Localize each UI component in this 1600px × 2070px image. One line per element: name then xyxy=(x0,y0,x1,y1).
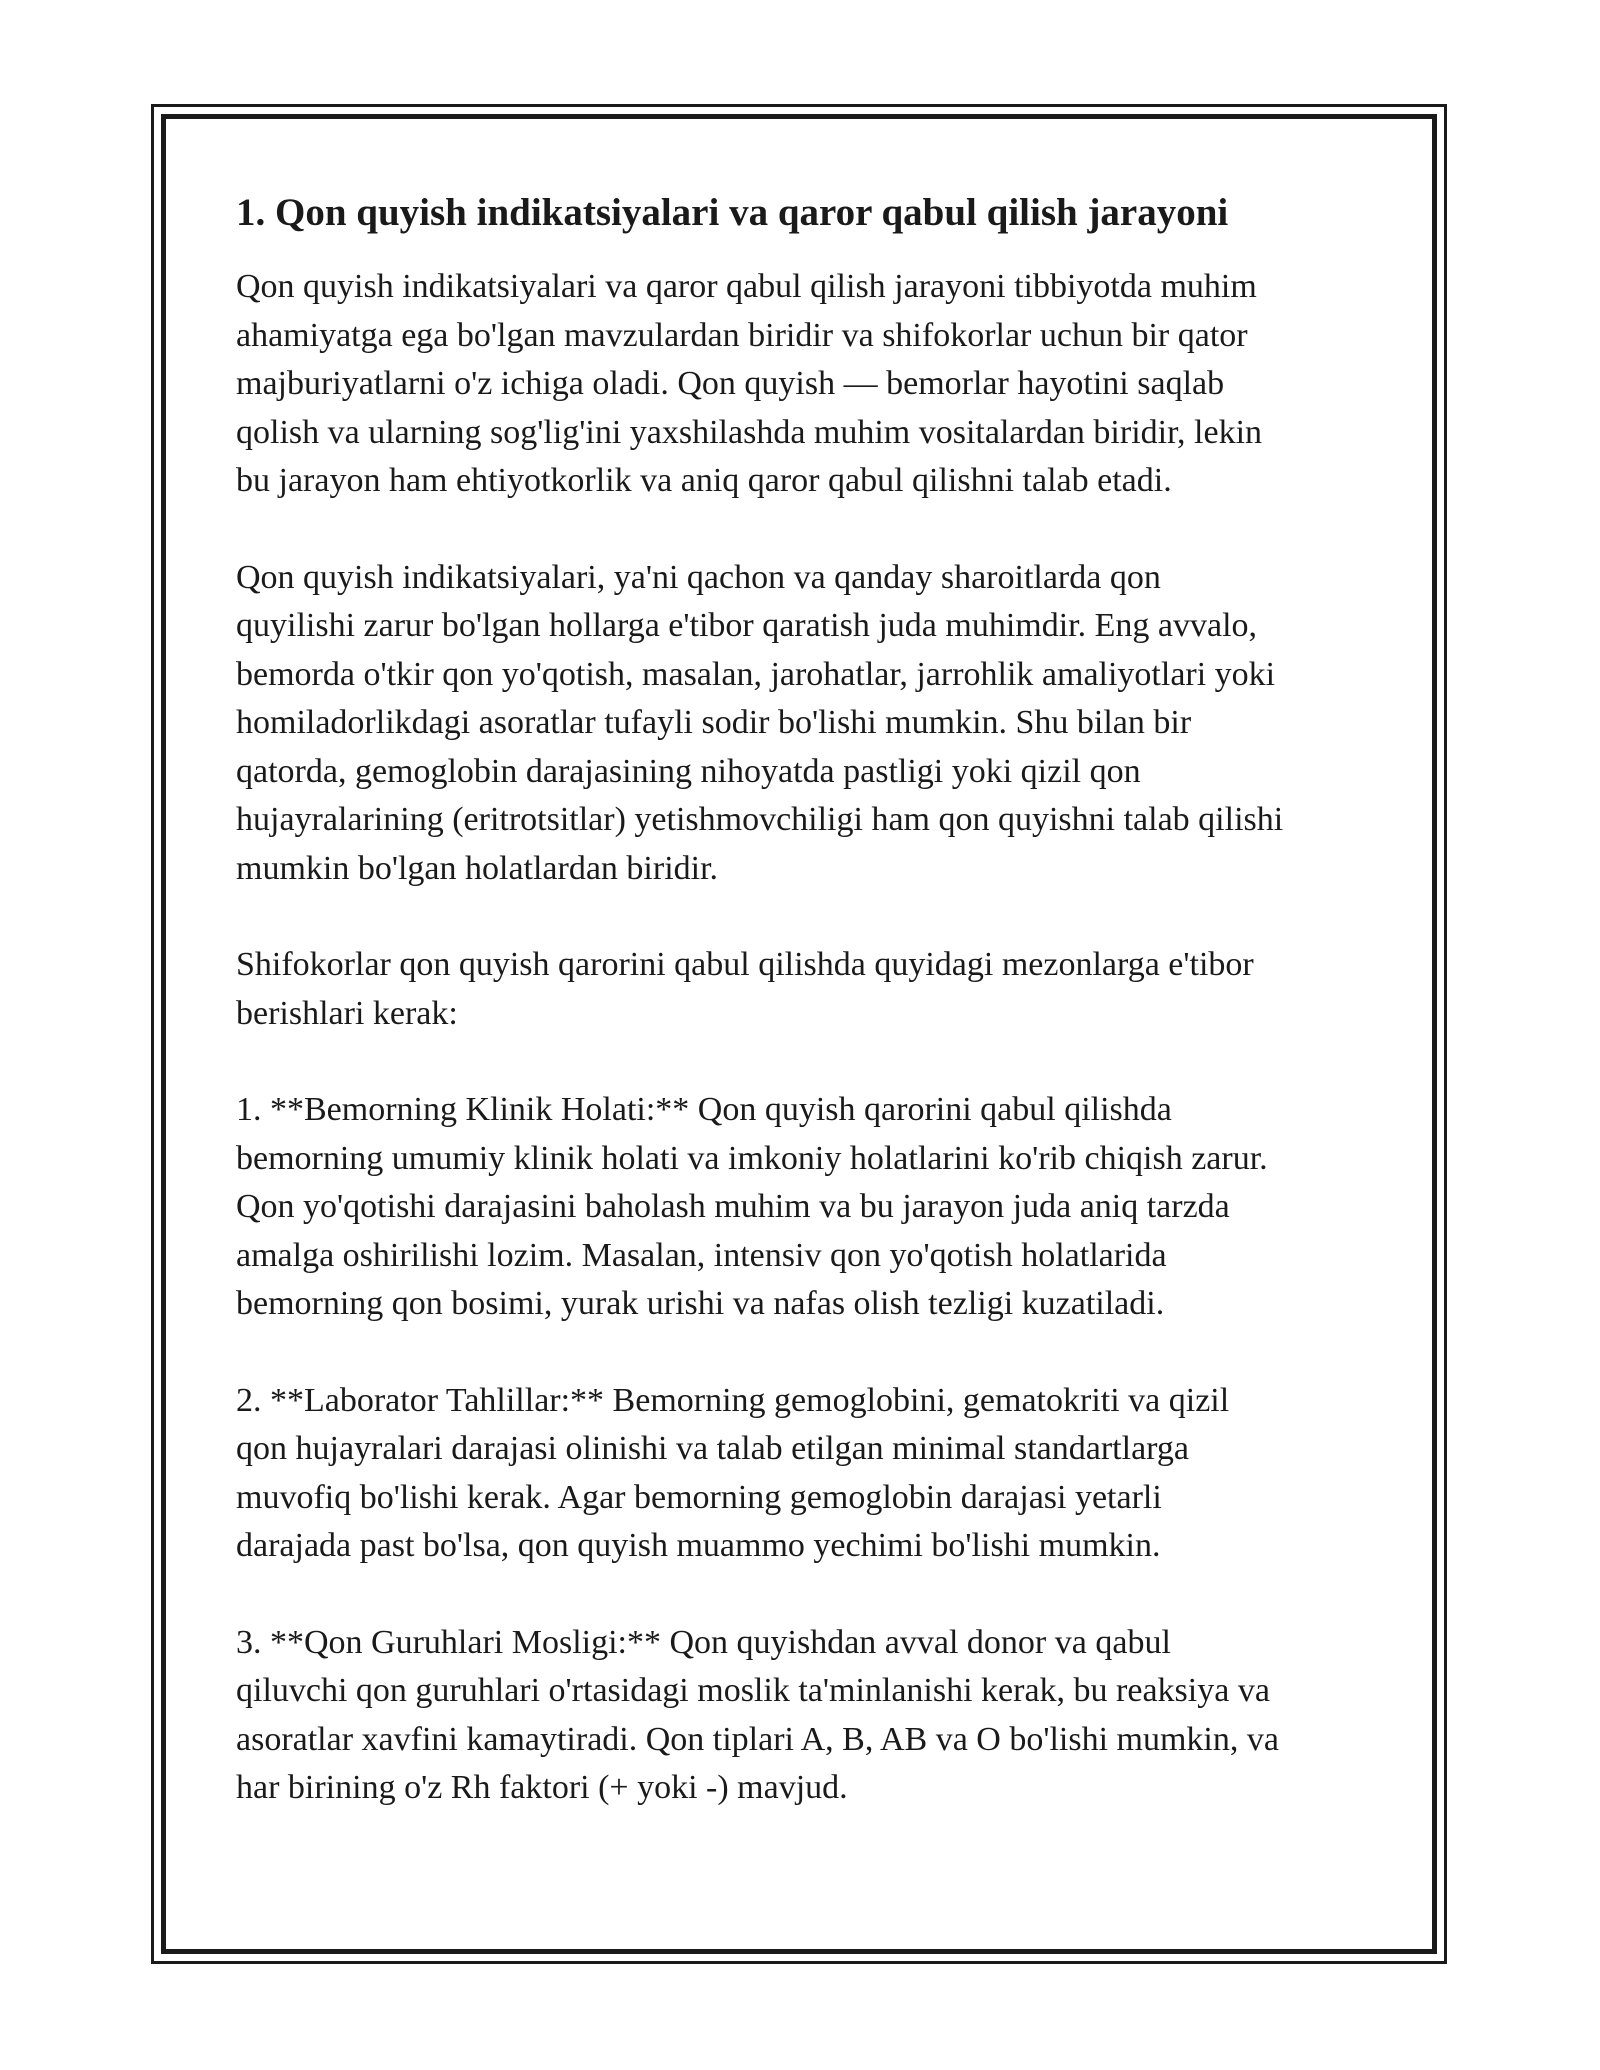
list-item-blood-group-compat: 3. **Qon Guruhlari Mosligi:** Qon quyishdan avval donor va qabul qiluvchi qon guruhlari o'rtasidagi moslik ta'minlanishi kerak, bu reaksiya va asoratlar xavfini kamaytiradi. Qon tiplari A, B, AB va O bo'lishi mumkin, va har birining o'z Rh faktori (+ yoki -) mavjud. xyxy=(236,1623,1279,1806)
list-item-lab-tests: 2. **Laborator Tahlillar:** Bemorning gemoglobini, gematokriti va qizil qon hujayralari darajasi olinishi va talab etilgan minimal standartlarga muvofiq bo'lishi kerak. Agar bemorning gemoglobin darajasi yetarli darajada past bo'lsa, qon quyish muammo yechimi bo'lishi mumkin. xyxy=(236,1381,1230,1564)
paragraph-intro: Qon quyish indikatsiyalari va qaror qabul qilish jarayoni tibbiyotda muhim ahamiyatga ega bo'lgan mavzulardan biridir va shifokorlar uchun bir qator majburiyatlarni o'z ichiga oladi. Qon quyish — bemorlar hayotini saqlab qolish va ularning sog'lig'ini yaxshilashda muhim vositalardan biridir, lekin bu jarayon ham ehtiyotkorlik va aniq qaror qabul qilishni talab etadi. xyxy=(236,268,1263,499)
section-heading: 1. Qon quyish indikatsiyalari va qaror qabul qilish jarayoni xyxy=(236,191,1229,234)
paragraph-criteria-lead: Shifokorlar qon quyish qarorini qabul qilishda quyidagi mezonlarga e'tibor berishlari kerak: xyxy=(236,946,1254,1032)
list-item-clinical-state: 1. **Bemorning Klinik Holati:** Qon quyish qarorini qabul qilishda bemorning umumiy klinik holati va imkoniy holatlarini ko'rib chiqish zarur. Qon yo'qotishi darajasini baholash muhim va bu jarayon juda aniq tarzda amalga oshirilishi lozim. Masalan, intensiv qon yo'qotish holatlarida bemorning qon bosimi, yurak urishi va nafas olish tezligi kuzatiladi. xyxy=(236,1091,1268,1322)
paragraph-indications: Qon quyish indikatsiyalari, ya'ni qachon va qanday sharoitlarda qon quyilishi zarur bo'lgan hollarga e'tibor qaratish juda muhimdir. Eng avvalo, bemorda o'tkir qon yo'qotish, masalan, jarohatlar, jarrohlik amaliyotlari yoki homiladorlikdagi asoratlar tufayli sodir bo'lishi mumkin. Shu bilan bir qatorda, gemoglobin darajasining nihoyatda pastligi yoki qizil qon hujayralarining (eritrotsitlar) yetishmovchiligi ham qon quyishni talab qilishi mumkin bo'lgan holatlardan biridir. xyxy=(236,558,1284,887)
document-body xyxy=(236,185,1376,1861)
